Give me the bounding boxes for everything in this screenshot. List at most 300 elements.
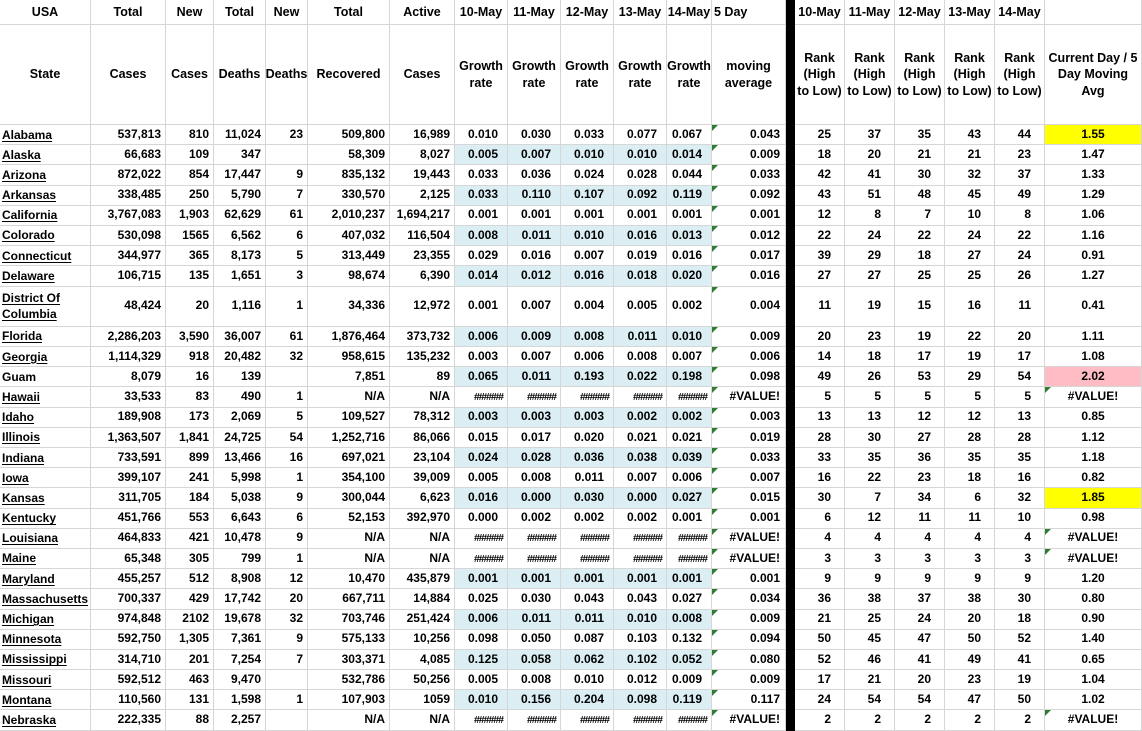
- rank-cell[interactable]: 12: [945, 408, 995, 428]
- growth-rate-cell[interactable]: 0.011: [614, 327, 667, 347]
- new-cases-cell[interactable]: 88: [166, 710, 214, 730]
- total-cases-cell[interactable]: 974,848: [91, 610, 166, 630]
- rank-cell[interactable]: 2: [845, 710, 895, 730]
- growth-rate-cell[interactable]: 0.001: [561, 206, 614, 226]
- total-deaths-cell[interactable]: 10,478: [214, 529, 266, 549]
- rank-cell[interactable]: 54: [995, 367, 1045, 387]
- growth-rate-cell[interactable]: 0.001: [614, 206, 667, 226]
- growth-rate-cell[interactable]: 0.036: [561, 448, 614, 468]
- rank-cell[interactable]: 15: [895, 287, 945, 327]
- rank-cell[interactable]: 33: [795, 448, 845, 468]
- rank-cell[interactable]: 27: [895, 428, 945, 448]
- rank-cell[interactable]: 52: [795, 650, 845, 670]
- total-cases-cell[interactable]: 110,560: [91, 690, 166, 710]
- total-deaths-cell[interactable]: 5,038: [214, 488, 266, 508]
- state-cell[interactable]: [0, 630, 91, 650]
- current-day-ratio-cell[interactable]: 0.41: [1045, 287, 1142, 327]
- new-deaths-cell[interactable]: 1: [266, 690, 308, 710]
- rank-cell[interactable]: 30: [895, 165, 945, 185]
- active-cases-cell[interactable]: 19,443: [390, 165, 455, 185]
- growth-rate-cell[interactable]: 0.006: [667, 468, 712, 488]
- growth-rate-cell[interactable]: 0.006: [455, 610, 508, 630]
- new-cases-cell[interactable]: 1,305: [166, 630, 214, 650]
- growth-rate-cell[interactable]: 0.008: [667, 610, 712, 630]
- rank-cell[interactable]: 53: [895, 367, 945, 387]
- growth-rate-cell[interactable]: 0.011: [561, 468, 614, 488]
- current-day-ratio-cell[interactable]: 0.91: [1045, 246, 1142, 266]
- growth-rate-cell[interactable]: 0.002: [667, 287, 712, 327]
- total-cases-cell[interactable]: 1,114,329: [91, 347, 166, 367]
- active-cases-cell[interactable]: 50,256: [390, 670, 455, 690]
- growth-rate-cell[interactable]: 0.038: [614, 448, 667, 468]
- rank-cell[interactable]: 2: [795, 710, 845, 730]
- recovered-cell[interactable]: 107,903: [308, 690, 390, 710]
- new-deaths-cell[interactable]: 23: [266, 125, 308, 145]
- header-five-day[interactable]: 5 Day: [712, 0, 786, 25]
- new-deaths-cell[interactable]: [266, 367, 308, 387]
- recovered-cell[interactable]: 509,800: [308, 125, 390, 145]
- rank-cell[interactable]: 20: [795, 327, 845, 347]
- new-deaths-cell[interactable]: 32: [266, 347, 308, 367]
- growth-rate-cell[interactable]: 0.007: [508, 287, 561, 327]
- growth-rate-cell[interactable]: 0.028: [508, 448, 561, 468]
- header-rank-date-3[interactable]: 12-May: [895, 0, 945, 25]
- total-deaths-cell[interactable]: 1,116: [214, 287, 266, 327]
- growth-rate-cell[interactable]: ######: [667, 387, 712, 407]
- total-cases-cell[interactable]: 66,683: [91, 145, 166, 165]
- growth-rate-cell[interactable]: 0.009: [508, 327, 561, 347]
- rank-cell[interactable]: 3: [845, 549, 895, 569]
- new-cases-cell[interactable]: 241: [166, 468, 214, 488]
- rank-cell[interactable]: 14: [795, 347, 845, 367]
- state-cell[interactable]: [0, 125, 91, 145]
- recovered-cell[interactable]: 697,021: [308, 448, 390, 468]
- rank-cell[interactable]: 49: [945, 650, 995, 670]
- new-deaths-cell[interactable]: 32: [266, 610, 308, 630]
- growth-rate-cell[interactable]: 0.204: [561, 690, 614, 710]
- rank-cell[interactable]: 39: [795, 246, 845, 266]
- growth-rate-cell[interactable]: 0.002: [561, 509, 614, 529]
- new-cases-cell[interactable]: 16: [166, 367, 214, 387]
- moving-average-cell[interactable]: 0.080: [712, 650, 786, 670]
- current-day-ratio-cell[interactable]: #VALUE!: [1045, 529, 1142, 549]
- rank-cell[interactable]: 29: [945, 367, 995, 387]
- rank-cell[interactable]: 30: [995, 589, 1045, 609]
- growth-rate-cell[interactable]: ######: [508, 549, 561, 569]
- rank-cell[interactable]: 49: [995, 186, 1045, 206]
- growth-rate-cell[interactable]: 0.010: [614, 610, 667, 630]
- total-deaths-cell[interactable]: 2,257: [214, 710, 266, 730]
- growth-rate-cell[interactable]: 0.036: [508, 165, 561, 185]
- growth-rate-cell[interactable]: 0.006: [455, 327, 508, 347]
- rank-cell[interactable]: 11: [895, 509, 945, 529]
- current-day-ratio-cell[interactable]: 1.40: [1045, 630, 1142, 650]
- header-new-cases[interactable]: Cases: [166, 25, 214, 125]
- state-link[interactable]: Minnesota: [2, 632, 62, 647]
- rank-cell[interactable]: 3: [795, 549, 845, 569]
- state-link[interactable]: Maryland: [2, 571, 55, 586]
- growth-rate-cell[interactable]: 0.005: [455, 145, 508, 165]
- new-cases-cell[interactable]: 2102: [166, 610, 214, 630]
- growth-rate-cell[interactable]: 0.016: [455, 488, 508, 508]
- growth-rate-cell[interactable]: 0.010: [561, 226, 614, 246]
- state-link[interactable]: District Of Columbia: [2, 291, 61, 322]
- total-deaths-cell[interactable]: 5,790: [214, 186, 266, 206]
- active-cases-cell[interactable]: 10,256: [390, 630, 455, 650]
- growth-rate-cell[interactable]: 0.020: [667, 266, 712, 286]
- total-cases-cell[interactable]: 338,485: [91, 186, 166, 206]
- rank-cell[interactable]: 49: [795, 367, 845, 387]
- active-cases-cell[interactable]: 135,232: [390, 347, 455, 367]
- growth-rate-cell[interactable]: 0.000: [614, 488, 667, 508]
- growth-rate-cell[interactable]: 0.017: [508, 428, 561, 448]
- state-link[interactable]: Illinois: [2, 430, 41, 445]
- growth-rate-cell[interactable]: ######: [614, 549, 667, 569]
- growth-rate-cell[interactable]: 0.010: [561, 670, 614, 690]
- new-cases-cell[interactable]: 899: [166, 448, 214, 468]
- new-cases-cell[interactable]: 1,841: [166, 428, 214, 448]
- total-deaths-cell[interactable]: 11,024: [214, 125, 266, 145]
- new-deaths-cell[interactable]: 20: [266, 589, 308, 609]
- growth-rate-cell[interactable]: 0.002: [667, 408, 712, 428]
- rank-cell[interactable]: 50: [945, 630, 995, 650]
- total-deaths-cell[interactable]: 7,361: [214, 630, 266, 650]
- state-cell[interactable]: [0, 266, 91, 286]
- header-growth-date-2[interactable]: 11-May: [508, 0, 561, 25]
- total-deaths-cell[interactable]: 17,447: [214, 165, 266, 185]
- growth-rate-cell[interactable]: 0.001: [455, 287, 508, 327]
- state-link[interactable]: Maine: [2, 551, 37, 566]
- growth-rate-cell[interactable]: 0.011: [508, 610, 561, 630]
- moving-average-cell[interactable]: #VALUE!: [712, 529, 786, 549]
- new-deaths-cell[interactable]: [266, 145, 308, 165]
- growth-rate-cell[interactable]: 0.000: [455, 509, 508, 529]
- rank-cell[interactable]: 23: [945, 670, 995, 690]
- total-cases-cell[interactable]: 455,257: [91, 569, 166, 589]
- growth-rate-cell[interactable]: 0.001: [667, 206, 712, 226]
- growth-rate-cell[interactable]: ######: [561, 710, 614, 730]
- rank-cell[interactable]: 16: [795, 468, 845, 488]
- moving-average-cell[interactable]: 0.003: [712, 408, 786, 428]
- growth-rate-cell[interactable]: 0.001: [667, 509, 712, 529]
- header-total-deaths-top[interactable]: Total: [214, 0, 266, 25]
- header-recovered[interactable]: Recovered: [308, 25, 390, 125]
- recovered-cell[interactable]: 532,786: [308, 670, 390, 690]
- growth-rate-cell[interactable]: ######: [455, 529, 508, 549]
- new-deaths-cell[interactable]: 9: [266, 630, 308, 650]
- growth-rate-cell[interactable]: 0.098: [614, 690, 667, 710]
- state-cell[interactable]: [0, 690, 91, 710]
- current-day-ratio-cell[interactable]: 1.06: [1045, 206, 1142, 226]
- growth-rate-cell[interactable]: 0.002: [614, 408, 667, 428]
- new-deaths-cell[interactable]: 1: [266, 287, 308, 327]
- total-cases-cell[interactable]: 464,833: [91, 529, 166, 549]
- growth-rate-cell[interactable]: 0.008: [561, 327, 614, 347]
- state-link[interactable]: Colorado: [2, 228, 55, 243]
- state-cell[interactable]: [0, 246, 91, 266]
- rank-cell[interactable]: 22: [845, 468, 895, 488]
- current-day-ratio-cell[interactable]: 1.85: [1045, 488, 1142, 508]
- growth-rate-cell[interactable]: 0.003: [455, 347, 508, 367]
- growth-rate-cell[interactable]: ######: [614, 387, 667, 407]
- total-cases-cell[interactable]: 65,348: [91, 549, 166, 569]
- growth-rate-cell[interactable]: 0.007: [614, 468, 667, 488]
- growth-rate-cell[interactable]: 0.110: [508, 186, 561, 206]
- total-deaths-cell[interactable]: 2,069: [214, 408, 266, 428]
- moving-average-cell[interactable]: 0.001: [712, 206, 786, 226]
- rank-cell[interactable]: 7: [895, 206, 945, 226]
- total-cases-cell[interactable]: 344,977: [91, 246, 166, 266]
- active-cases-cell[interactable]: 89: [390, 367, 455, 387]
- header-active-cases[interactable]: Cases: [390, 25, 455, 125]
- new-deaths-cell[interactable]: 1: [266, 468, 308, 488]
- total-deaths-cell[interactable]: 13,466: [214, 448, 266, 468]
- rank-cell[interactable]: 52: [995, 630, 1045, 650]
- rank-cell[interactable]: 25: [895, 266, 945, 286]
- growth-rate-cell[interactable]: 0.007: [561, 246, 614, 266]
- moving-average-cell[interactable]: #VALUE!: [712, 387, 786, 407]
- rank-cell[interactable]: 32: [995, 488, 1045, 508]
- total-cases-cell[interactable]: 451,766: [91, 509, 166, 529]
- growth-rate-cell[interactable]: ######: [561, 387, 614, 407]
- new-deaths-cell[interactable]: 12: [266, 569, 308, 589]
- growth-rate-cell[interactable]: 0.024: [561, 165, 614, 185]
- rank-cell[interactable]: 25: [795, 125, 845, 145]
- rank-cell[interactable]: 18: [995, 610, 1045, 630]
- growth-rate-cell[interactable]: ######: [614, 529, 667, 549]
- total-cases-cell[interactable]: 314,710: [91, 650, 166, 670]
- state-link[interactable]: Delaware: [2, 268, 55, 283]
- growth-rate-cell[interactable]: ######: [667, 549, 712, 569]
- rank-cell[interactable]: 3: [895, 549, 945, 569]
- recovered-cell[interactable]: N/A: [308, 387, 390, 407]
- rank-cell[interactable]: 12: [845, 509, 895, 529]
- state-link[interactable]: Mississippi: [2, 652, 67, 667]
- rank-cell[interactable]: 18: [795, 145, 845, 165]
- growth-rate-cell[interactable]: ######: [455, 387, 508, 407]
- active-cases-cell[interactable]: 14,884: [390, 589, 455, 609]
- new-cases-cell[interactable]: 429: [166, 589, 214, 609]
- state-cell[interactable]: [0, 347, 91, 367]
- active-cases-cell[interactable]: 86,066: [390, 428, 455, 448]
- rank-cell[interactable]: 22: [795, 226, 845, 246]
- state-link[interactable]: Massachusetts: [2, 591, 89, 606]
- rank-cell[interactable]: 27: [795, 266, 845, 286]
- state-cell[interactable]: [0, 650, 91, 670]
- rank-cell[interactable]: 29: [845, 246, 895, 266]
- growth-rate-cell[interactable]: 0.062: [561, 650, 614, 670]
- header-total-deaths[interactable]: Deaths: [214, 25, 266, 125]
- growth-rate-cell[interactable]: 0.002: [614, 509, 667, 529]
- new-cases-cell[interactable]: 135: [166, 266, 214, 286]
- rank-cell[interactable]: 50: [795, 630, 845, 650]
- rank-cell[interactable]: 24: [945, 226, 995, 246]
- rank-cell[interactable]: 51: [845, 186, 895, 206]
- growth-rate-cell[interactable]: 0.125: [455, 650, 508, 670]
- moving-average-cell[interactable]: 0.012: [712, 226, 786, 246]
- moving-average-cell[interactable]: 0.007: [712, 468, 786, 488]
- total-cases-cell[interactable]: 222,335: [91, 710, 166, 730]
- growth-rate-cell[interactable]: 0.003: [508, 408, 561, 428]
- rank-cell[interactable]: 4: [995, 529, 1045, 549]
- rank-cell[interactable]: 32: [945, 165, 995, 185]
- current-day-ratio-cell[interactable]: 1.33: [1045, 165, 1142, 185]
- header-active-top[interactable]: Active: [390, 0, 455, 25]
- total-cases-cell[interactable]: 2,286,203: [91, 327, 166, 347]
- state-link[interactable]: Alaska: [2, 147, 41, 162]
- new-cases-cell[interactable]: 463: [166, 670, 214, 690]
- rank-cell[interactable]: 37: [895, 589, 945, 609]
- recovered-cell[interactable]: 958,615: [308, 347, 390, 367]
- state-cell[interactable]: [0, 569, 91, 589]
- state-link[interactable]: Georgia: [2, 349, 48, 364]
- new-cases-cell[interactable]: 3,590: [166, 327, 214, 347]
- new-deaths-cell[interactable]: 3: [266, 266, 308, 286]
- current-day-ratio-cell[interactable]: 1.18: [1045, 448, 1142, 468]
- growth-rate-cell[interactable]: 0.011: [561, 610, 614, 630]
- growth-rate-cell[interactable]: 0.011: [508, 226, 561, 246]
- rank-cell[interactable]: 42: [795, 165, 845, 185]
- rank-cell[interactable]: 2: [945, 710, 995, 730]
- recovered-cell[interactable]: 7,851: [308, 367, 390, 387]
- current-day-ratio-cell[interactable]: 0.82: [1045, 468, 1142, 488]
- growth-rate-cell[interactable]: 0.021: [614, 428, 667, 448]
- growth-rate-cell[interactable]: ######: [508, 387, 561, 407]
- rank-cell[interactable]: 30: [795, 488, 845, 508]
- growth-rate-cell[interactable]: 0.008: [455, 226, 508, 246]
- state-link[interactable]: Nebraska: [2, 712, 57, 727]
- active-cases-cell[interactable]: 16,989: [390, 125, 455, 145]
- new-cases-cell[interactable]: 131: [166, 690, 214, 710]
- moving-average-cell[interactable]: 0.009: [712, 670, 786, 690]
- new-deaths-cell[interactable]: 6: [266, 509, 308, 529]
- rank-cell[interactable]: 6: [795, 509, 845, 529]
- rank-cell[interactable]: 20: [995, 327, 1045, 347]
- rank-cell[interactable]: 41: [995, 650, 1045, 670]
- active-cases-cell[interactable]: 39,009: [390, 468, 455, 488]
- rank-cell[interactable]: 30: [845, 428, 895, 448]
- state-cell[interactable]: [0, 448, 91, 468]
- growth-rate-cell[interactable]: 0.016: [667, 246, 712, 266]
- growth-rate-cell[interactable]: 0.004: [561, 287, 614, 327]
- new-deaths-cell[interactable]: 1: [266, 387, 308, 407]
- rank-cell[interactable]: 3: [945, 549, 995, 569]
- rank-cell[interactable]: 54: [845, 690, 895, 710]
- rank-cell[interactable]: 8: [845, 206, 895, 226]
- growth-rate-cell[interactable]: 0.008: [508, 468, 561, 488]
- new-deaths-cell[interactable]: 61: [266, 206, 308, 226]
- state-cell[interactable]: [0, 186, 91, 206]
- growth-rate-cell[interactable]: ######: [455, 710, 508, 730]
- recovered-cell[interactable]: 303,371: [308, 650, 390, 670]
- total-cases-cell[interactable]: 8,079: [91, 367, 166, 387]
- moving-average-cell[interactable]: 0.009: [712, 327, 786, 347]
- current-day-ratio-cell[interactable]: #VALUE!: [1045, 710, 1142, 730]
- rank-cell[interactable]: 9: [845, 569, 895, 589]
- header-rank-5[interactable]: Rank (High to Low): [995, 25, 1045, 125]
- recovered-cell[interactable]: 703,746: [308, 610, 390, 630]
- total-cases-cell[interactable]: 592,512: [91, 670, 166, 690]
- growth-rate-cell[interactable]: 0.018: [614, 266, 667, 286]
- current-day-ratio-cell[interactable]: 1.29: [1045, 186, 1142, 206]
- growth-rate-cell[interactable]: 0.033: [455, 165, 508, 185]
- header-recovered-top[interactable]: Total: [308, 0, 390, 25]
- rank-cell[interactable]: 43: [945, 125, 995, 145]
- rank-cell[interactable]: 10: [995, 509, 1045, 529]
- rank-cell[interactable]: 22: [945, 327, 995, 347]
- rank-cell[interactable]: 35: [945, 448, 995, 468]
- rank-cell[interactable]: 19: [995, 670, 1045, 690]
- state-cell[interactable]: [0, 509, 91, 529]
- growth-rate-cell[interactable]: 0.005: [614, 287, 667, 327]
- growth-rate-cell[interactable]: 0.002: [508, 509, 561, 529]
- growth-rate-cell[interactable]: 0.010: [455, 125, 508, 145]
- header-rank-3[interactable]: Rank (High to Low): [895, 25, 945, 125]
- state-cell[interactable]: [0, 549, 91, 569]
- rank-cell[interactable]: 20: [895, 670, 945, 690]
- rank-cell[interactable]: 23: [895, 468, 945, 488]
- rank-cell[interactable]: 22: [995, 226, 1045, 246]
- state-link[interactable]: Arizona: [2, 167, 47, 182]
- new-cases-cell[interactable]: 184: [166, 488, 214, 508]
- active-cases-cell[interactable]: 8,027: [390, 145, 455, 165]
- moving-average-cell[interactable]: #VALUE!: [712, 549, 786, 569]
- growth-rate-cell[interactable]: 0.119: [667, 690, 712, 710]
- header-rank-2[interactable]: Rank (High to Low): [845, 25, 895, 125]
- rank-cell[interactable]: 36: [795, 589, 845, 609]
- rank-cell[interactable]: 35: [895, 125, 945, 145]
- growth-rate-cell[interactable]: 0.003: [455, 408, 508, 428]
- new-cases-cell[interactable]: 512: [166, 569, 214, 589]
- growth-rate-cell[interactable]: 0.005: [455, 670, 508, 690]
- header-usa[interactable]: USA: [0, 0, 91, 25]
- moving-average-cell[interactable]: 0.001: [712, 569, 786, 589]
- recovered-cell[interactable]: N/A: [308, 549, 390, 569]
- moving-average-cell[interactable]: 0.015: [712, 488, 786, 508]
- active-cases-cell[interactable]: 435,879: [390, 569, 455, 589]
- header-growth-rate-5[interactable]: Growth rate: [667, 25, 712, 125]
- growth-rate-cell[interactable]: 0.012: [508, 266, 561, 286]
- rank-cell[interactable]: 4: [945, 529, 995, 549]
- growth-rate-cell[interactable]: 0.022: [614, 367, 667, 387]
- growth-rate-cell[interactable]: 0.009: [667, 670, 712, 690]
- total-deaths-cell[interactable]: 62,629: [214, 206, 266, 226]
- total-cases-cell[interactable]: 1,363,507: [91, 428, 166, 448]
- state-cell[interactable]: [0, 327, 91, 347]
- rank-cell[interactable]: 4: [845, 529, 895, 549]
- new-cases-cell[interactable]: 83: [166, 387, 214, 407]
- header-rank-date-1[interactable]: 10-May: [795, 0, 845, 25]
- rank-cell[interactable]: 37: [995, 165, 1045, 185]
- total-cases-cell[interactable]: 189,908: [91, 408, 166, 428]
- rank-cell[interactable]: 12: [795, 206, 845, 226]
- growth-rate-cell[interactable]: 0.027: [667, 589, 712, 609]
- growth-rate-cell[interactable]: 0.005: [455, 468, 508, 488]
- rank-cell[interactable]: 24: [845, 226, 895, 246]
- header-new-deaths[interactable]: Deaths: [266, 25, 308, 125]
- rank-cell[interactable]: 9: [945, 569, 995, 589]
- rank-cell[interactable]: 37: [845, 125, 895, 145]
- state-cell[interactable]: [0, 529, 91, 549]
- growth-rate-cell[interactable]: 0.001: [667, 569, 712, 589]
- recovered-cell[interactable]: 1,252,716: [308, 428, 390, 448]
- rank-cell[interactable]: 22: [895, 226, 945, 246]
- recovered-cell[interactable]: 300,044: [308, 488, 390, 508]
- header-current-day-ratio[interactable]: Current Day / 5 Day Moving Avg: [1045, 25, 1142, 125]
- growth-rate-cell[interactable]: 0.028: [614, 165, 667, 185]
- rank-cell[interactable]: 3: [995, 549, 1045, 569]
- growth-rate-cell[interactable]: 0.067: [667, 125, 712, 145]
